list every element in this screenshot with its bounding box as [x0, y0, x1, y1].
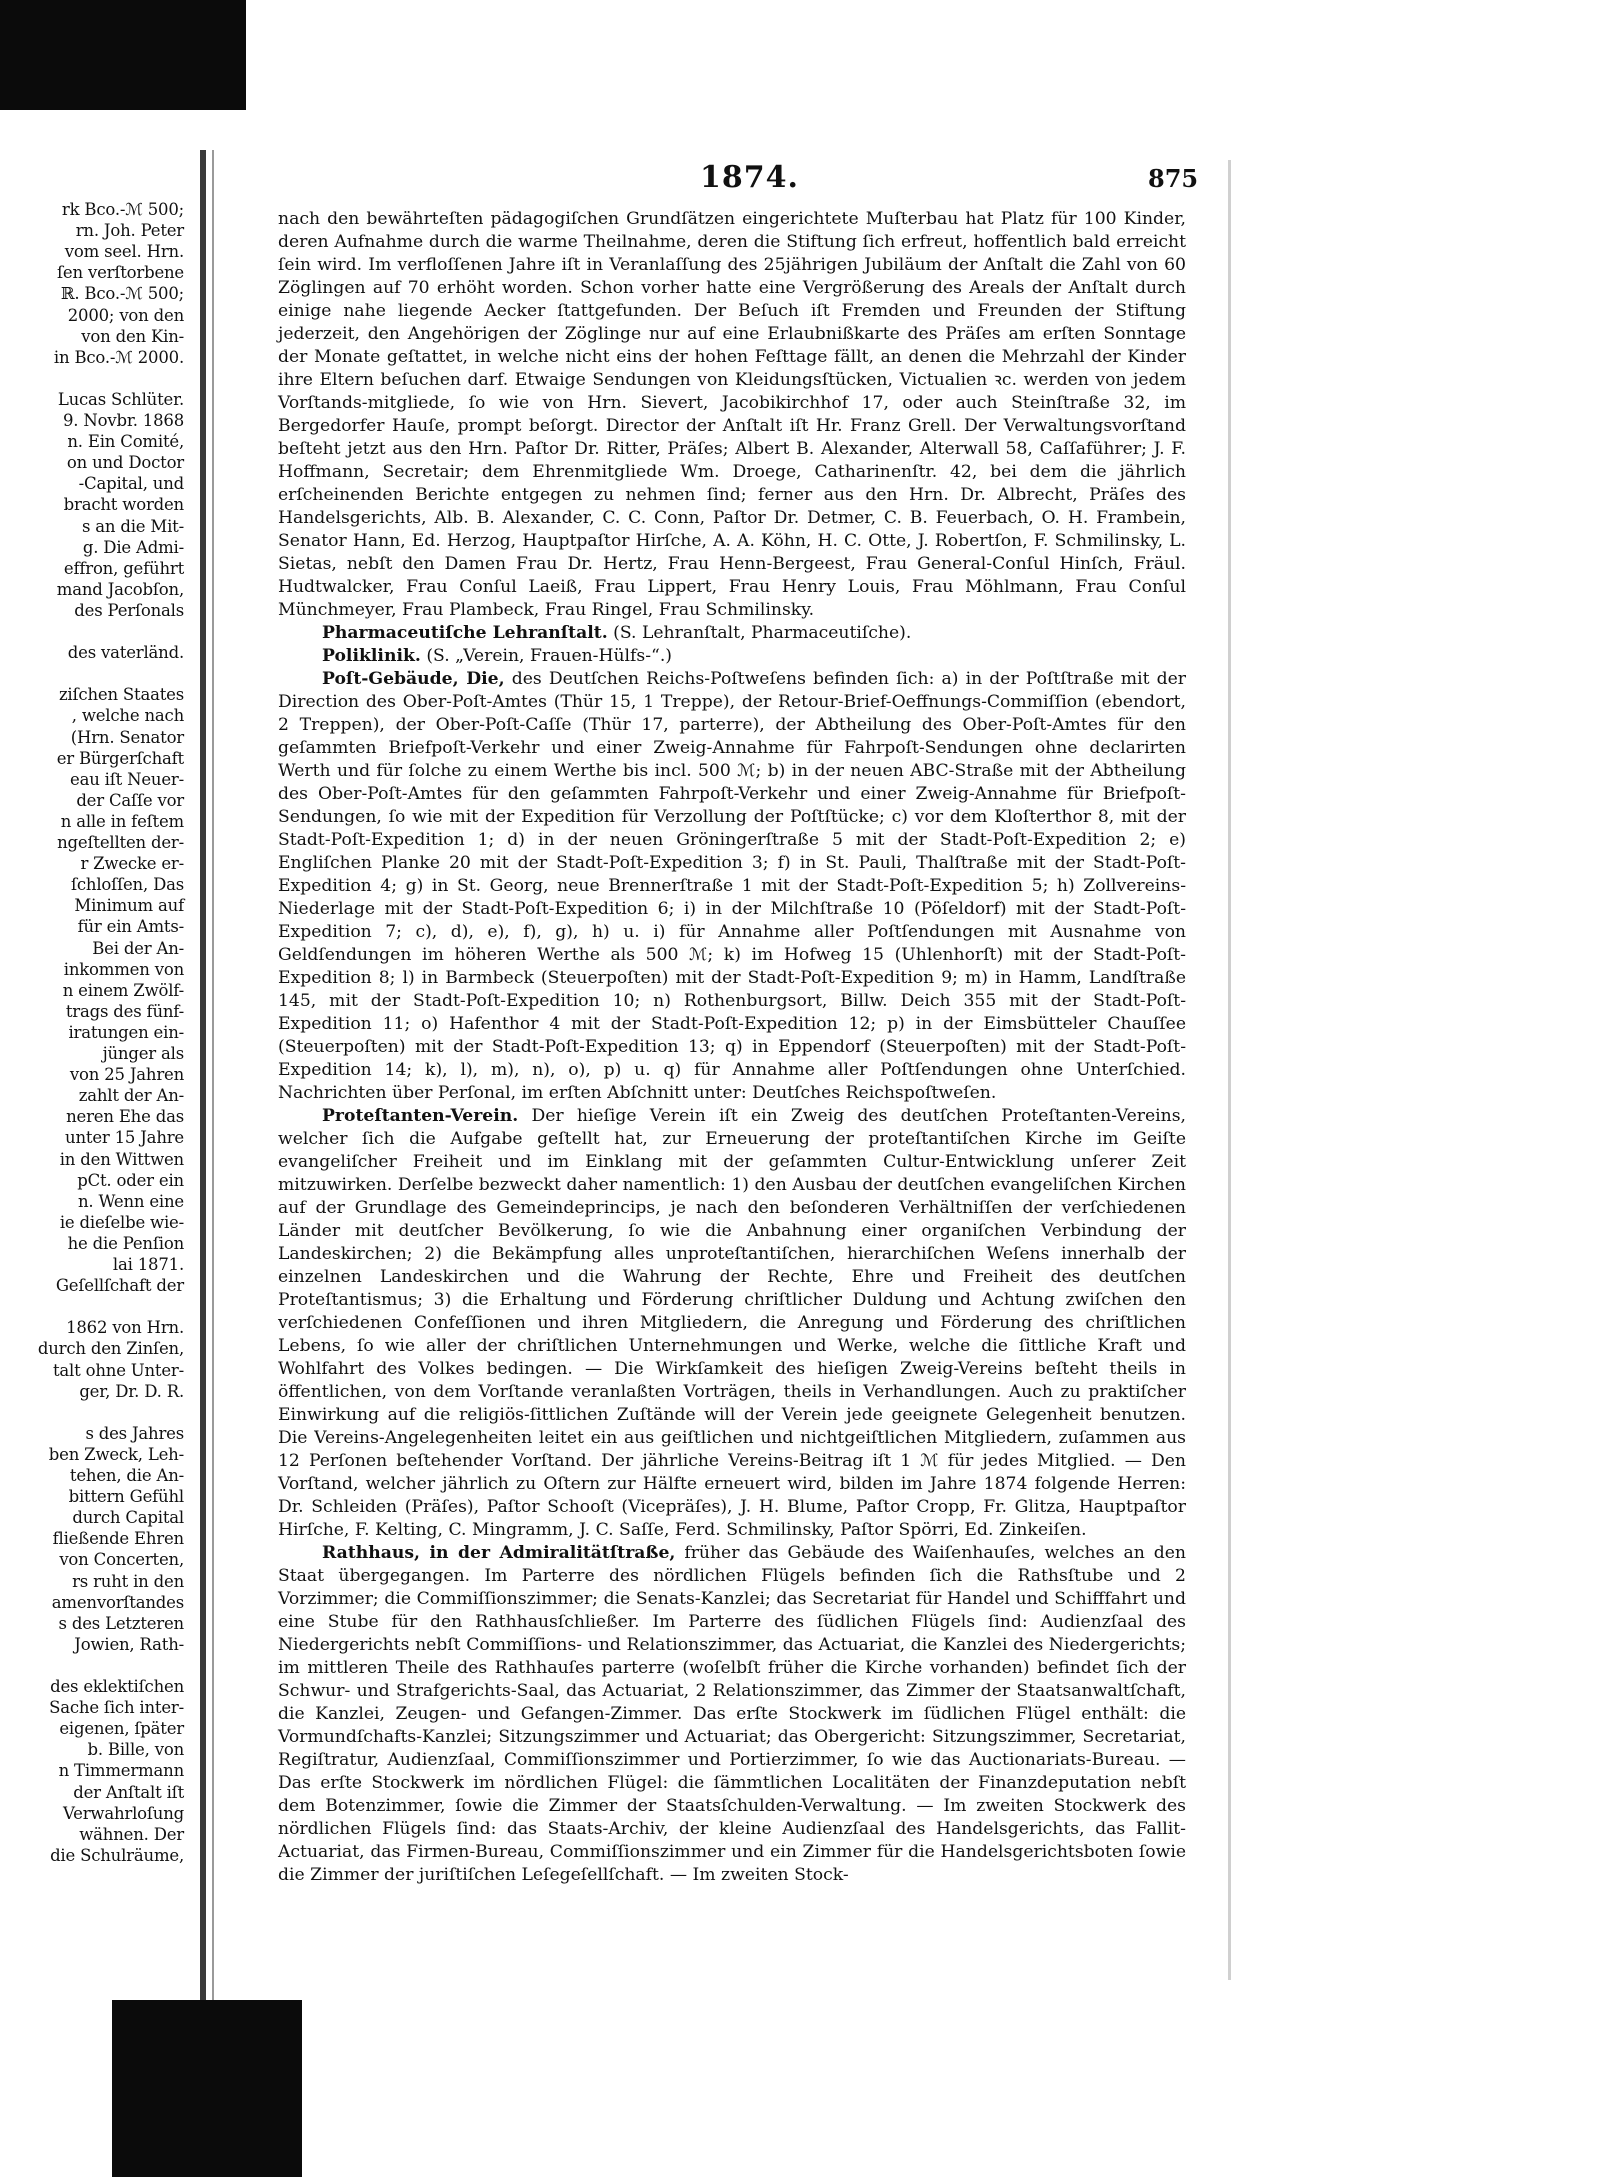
left-column-line: eau iſt Neuer- [70, 769, 184, 789]
left-column-line: s des Letzteren [58, 1613, 184, 1633]
entry-text: Der hieſige Verein iſt ein Zweig des deutſchen Proteſtanten-Vereins, welcher ſich die Aufgabe geſtellt hat, zur Erneuerung der proteſtantiſchen Kirche im Geiſte evangeliſcher Freiheit und im Einklang mit der geſammten Cultur-Entwicklung unſerer Zeit mitzuwirken. Derſelbe bezweckt daher namentlich: 1) den Ausbau der deutſchen evangeliſchen Kirchen auf der Grundlage des Gemeindeprincips, je nach den beſonderen Verhältniſſen der verſchiedenen Länder mit deutſcher Bevölkerung, ſo wie die Anbahnung einer organiſchen Verbindung der Landeskirchen; 2) die Bekämpfung alles unproteſtantiſchen, hierarchiſchen Weſens innerhalb der einzelnen Landeskirchen und die Wahrung der Rechte, Ehre und Freiheit des deutſchen Proteſtantismus; 3) die Erhaltung und Förderung chriſtlicher Duldung und Achtung zwiſchen den verſchiedenen Confeſſionen und ihren Mitgliedern, die Anregung und Förderung des chriſtlichen Lebens, ſo wie aller der chriſtlichen Unternehmungen und Werke, welche die ſittliche Kraft und Wohlfahrt des Volkes bedingen. — Die Wirkſamkeit des hieſigen Zweig-Vereins beſteht theils in öffentlichen, von dem Vorſtande veranlaßten Vorträgen, theils in Verhandlungen. Auch zu praktiſcher Einwirkung auf die religiös-ſittlichen Zuſtände will der Verein jede geeignete Gelegenheit benutzen. Die Vereins-Angelegenheiten leitet ein aus geiſtlichen und nichtgeiſtlichen Mitgliedern, zuſammen aus 12 Perſonen beſtehender Vorſtand. Der jährliche Vereins-Beitrag iſt 1 ℳ für jedes Mitglied. — Den Vorſtand, welcher jährlich zu Oſtern zur Hälfte erneuert wird, bilden im Jahre 1874 folgende Herren: Dr. Schleiden (Präſes), Paſtor Schooſt (Vicepräſes), J. H. Blume, Paſtor Cropp, Fr. Glitza, Hauptpaſtor Hirſche, F. Kelting, C. Mingramm, J. C. Saſſe, Ferd. Schmilinsky, Paſtor Spörri, Ed. Zinkeiſen. [278, 1106, 1186, 1540]
left-column-line: ℝ. Bco.-ℳ 500; [60, 284, 184, 304]
left-column-line: 1862 von Hrn. [66, 1318, 184, 1338]
left-column-line: rk Bco.-ℳ 500; [61, 200, 184, 219]
left-column-line: von 25 Jahren [69, 1065, 184, 1085]
left-column-line: ger, Dr. D. R. [79, 1381, 184, 1401]
left-column-line: für ein Amts- [77, 917, 184, 937]
left-column-line: Verwahrloſung [62, 1803, 184, 1823]
left-column-line: durch Capital [72, 1508, 184, 1528]
left-column-line: vom seel. Hrn. [64, 242, 184, 262]
left-column-line: ben Zweck, Leh- [48, 1444, 184, 1464]
left-column-line: Minimum auf [74, 896, 184, 916]
left-column-line: n. Wenn eine [77, 1191, 184, 1211]
text-paragraph [278, 1542, 1186, 1887]
text-paragraph [278, 208, 1186, 622]
left-column-line: he die Penſion [67, 1233, 184, 1253]
left-column-line: er Bürgerſchaft [56, 748, 184, 768]
left-column-line: b. Bille, von [87, 1740, 184, 1760]
left-column-line: Lucas Schlüter. [57, 389, 184, 409]
left-column-line: des Perſonals [74, 600, 184, 620]
left-column-line: trags des fünf- [65, 1001, 184, 1021]
text-paragraph [278, 668, 1186, 1105]
entry-text: früher das Gebäude des Waiſenhauſes, welches an den Staat übergegangen. Im Parterre des nördlichen Flügels befinden ſich die Rathsſtube und 2 Vorzimmer; die Commiſſionszimmer; die Senats-Kanzlei; das Secretariat für Handel und Schifffahrt und eine Stube für den Rathhausſchließer. Im Parterre des ſüdlichen Flügels ſind: Audienzſaal des Niedergerichts nebſt Commiſſions- und Relationszimmer, das Actuariat, die Kanzlei des Niedergerichts; im mittleren Theile des Rathhauſes parterre (woſelbſt früher die Kirche vorhanden) befindet ſich der Schwur- und Strafgerichts-Saal, das Actuariat, 2 Relationszimmer, das Zimmer der Staatsanwaltſchaft, die Kanzlei, Zeugen- und Gefangen-Zimmer. Das erſte Stockwerk im ſüdlichen Flügel enthält: die Vormundſchafts-Kanzlei; Sitzungszimmer und Actuariat; das Obergericht: Sitzungszimmer, Secretariat, Regiſtratur, Audienzſaal, Commiſſionszimmer und Portierzimmer, ſo wie das Auctionariats-Bureau. — Das erſte Stockwerk im nördlichen Flügel: die ſämmtlichen Localitäten der Finanzdeputation nebſt dem Botenzimmer, ſowie die Zimmer der Staatsſchulden-Verwaltung. — Im zweiten Stockwerk des nördlichen Flügels ſind: das Staats-Archiv, der kleine Audienzſaal des Handelsgerichts, das Fallit-Actuariat, das Firmen-Bureau, Commiſſionszimmer und ein Zimmer für die Handelsgerichtsboten ſowie die Zimmer der juriſtiſchen Leſegeſellſchaft. — Im zweiten Stock- [278, 1543, 1186, 1885]
left-column-line: mand Jacobſon, [56, 579, 184, 599]
entry-text: des Deutſchen Reichs-Poſtweſens befinden ſich: a) in der Poſtſtraße mit der Direction des Ober-Poſt-Amtes (Thür 15, 1 Treppe), der Retour-Brief-Oeffnungs-Commiſſion (ebendort, 2 Treppen), der Ober-Poſt-Caſſe (Thür 17, parterre), der Abtheilung des Ober-Poſt-Amtes für den geſammten Briefpoſt-Verkehr und einer Zweig-Annahme für Fahrpoſt-Sendungen ohne declarirten Werth und für ſolche zu einem Werthe bis incl. 500 ℳ; b) in der neuen ABC-Straße mit der Abtheilung des Ober-Poſt-Amtes für den geſammten Fahrpoſt-Verkehr und einer Zweig-Annahme für Briefpoſt-Sendungen, ſo wie mit der Expedition für Verzollung der Poſtſtücke; c) vor dem Kloſterthor 8, mit der Stadt-Poſt-Expedition 1; d) in der neuen Gröningerſtraße 5 mit der Stadt-Poſt-Expedition 2; e) Engliſchen Planke 20 mit der Stadt-Poſt-Expedition 3; f) in St. Pauli, Thalſtraße mit der Stadt-Poſt-Expedition 4; g) in St. Georg, neue Brennerſtraße 1 mit der Stadt-Poſt-Expedition 5; h) Zollvereins-Niederlage mit der Stadt-Poſt-Expedition 6; i) in der Milchſtraße 10 (Pöſeldorf) mit der Stadt-Poſt-Expedition 7; c), d), e), f), g), h) u. i) für Annahme aller Poſtſendungen mit Ausnahme von Geldſendungen im höheren Werthe als 500 ℳ; k) im Hofweg 15 (Uhlenhorſt) mit der Stadt-Poſt-Expedition 8; l) in Barmbeck (Steuerpoſten) mit der Stadt-Poſt-Expedition 9; m) in Hamm, Landſtraße 145, mit der Stadt-Poſt-Expedition 10; n) Rothenburgsort, Billw. Deich 355 mit der Stadt-Poſt-Expedition 11; o) Hafenthor 4 mit der Stadt-Poſt-Expedition 12; p) in der Eimsbütteler Chauſſee (Steuerpoſten) mit der Stadt-Poſt-Expedition 13; q) in Eppendorf (Steuerpoſten) mit der Stadt-Poſt-Expedition 14; k), l), m), n), o), p) u. q) für Annahme aller Poſtſendungen ohne Unterſchied. Nachrichten über Perſonal, im erſten Abſchnitt unter: Deutſches Reichspoſtweſen. [278, 669, 1186, 1103]
left-column-line: effron, geführt [63, 558, 184, 578]
left-column-line: s des Jahres [85, 1423, 184, 1443]
left-column-line: iratungen ein- [68, 1022, 184, 1042]
left-column-line: unter 15 Jahre [65, 1128, 184, 1148]
left-column-line: n. Ein Comité, [67, 432, 184, 452]
left-column-line: (Hrn. Senator [70, 727, 184, 747]
left-column-line: Jowien, Rath- [74, 1634, 184, 1654]
text-paragraph [278, 645, 1186, 668]
page-number: 875 [1148, 164, 1199, 193]
left-column-line: jünger als [102, 1044, 184, 1063]
left-page-column [0, 200, 196, 1960]
left-column-line: on und Doctor [66, 453, 184, 473]
left-column-line: pCt. oder ein [77, 1170, 184, 1190]
entry-text: (S. „Verein, Frauen-Hülfs-“.) [420, 646, 672, 666]
text-paragraph [278, 1105, 1186, 1542]
left-column-line: 2000; von den [67, 305, 184, 325]
left-column-line: ziſchen Staates [58, 685, 184, 705]
left-column-line: bittern Gefühl [68, 1487, 184, 1507]
left-column-line: ngeſtellten der- [57, 833, 184, 852]
left-column-line: , welche nach [71, 706, 184, 726]
left-column-line: neren Ehe das [66, 1107, 184, 1127]
left-column-line: Sache ſich inter- [49, 1698, 184, 1718]
left-column-line: durch den Zinſen, [37, 1339, 184, 1359]
entry-heading: Pharmaceutiſche Lehranſtalt. [322, 623, 608, 643]
entry-text: nach den bewährteſten pädagogiſchen Grundſätzen eingerichtete Muſterbau hat Platz für 100 Kinder, deren Aufnahme durch die warme Theilnahme, deren die Stiftung ſich erfreut, hoffentlich bald erreicht ſein wird. Im verfloſſenen Jahre iſt in Veranlaſſung des 25jährigen Jubiläum der Anſtalt die Zahl von 60 Zöglingen auf 70 erhöht worden. Schon vorher hatte eine Vergrößerung des Areals der Anſtalt durch einige nahe liegende Aecker ſtattgefunden. Der Beſuch iſt Fremden und Freunden der Stiftung jederzeit, den Angehörigen der Zöglinge nur auf eine Erlaubnißkarte des Präſes am erſten Sonntage der Monate geſtattet, in welche nicht eins der hohen Feſttage fällt, an denen die Mehrzahl der Kinder ihre Eltern beſuchen darf. Etwaige Sendungen von Kleidungsſtücken, Victualien ꝛc. werden von jedem Vorſtands-mitgliede, ſo wie von Hrn. Sievert, Jacobikirchhof 17, oder auch Steinſtraße 32, im Bergedorfer Hauſe, prompt beſorgt. Director der Anſtalt iſt Hr. Franz Grell. Der Verwaltungsvorſtand beſteht jetzt aus den Hrn. Paſtor Dr. Ritter, Präſes; Albert B. Alexander, Alterwall 58, Caſſaführer; J. F. Hoffmann, Secretair; dem Ehrenmitgliede Wm. Droege, Catharinenſtr. 42, bei dem die jährlich erſcheinenden Berichte entgegen zu nehmen ſind; ferner aus den Hrn. Dr. Albrecht, Präſes des Handelsgerichts, Alb. B. Alexander, C. C. Conn, Paſtor Dr. Detmer, C. B. Feuerbach, O. H. Frambein, Senator Hann, Ed. Herzog, Hauptpaſtor Hirſche, A. A. Köhn, H. C. Otte, J. Robertſon, F. Schmilinsky, L. Sietas, nebſt den Damen Frau Dr. Hertz, Frau Henn-Bergeest, Frau General-Conſul Hinſch, Fräul. Hudtwalcker, Frau Conſul Laeiß, Frau Lippert, Frau Henry Louis, Frau Möhlmann, Frau Conſul Münchmeyer, Frau Plambeck, Frau Ringel, Frau Schmilinsky. [278, 209, 1186, 620]
left-column-line: der Caſſe vor [76, 790, 184, 810]
entry-heading: Proteſtanten-Verein. [322, 1106, 519, 1126]
left-column-line: von Concerten, [59, 1550, 184, 1570]
left-column-line: die Schulräume, [50, 1845, 184, 1865]
entry-heading: Poliklinik. [322, 646, 421, 666]
left-column-line: Bei der An- [92, 938, 184, 958]
left-column-line: eigenen, ſpäter [59, 1719, 184, 1739]
left-column-line: tehen, die An- [69, 1466, 184, 1485]
left-column-line: ie dieſelbe wie- [59, 1212, 184, 1232]
left-column-line: Geſellſchaft der [55, 1276, 184, 1296]
left-column-line: von den Kin- [81, 326, 184, 346]
entry-text: (S. Lehranſtalt, Pharmaceutiſche). [607, 623, 912, 643]
text-paragraph [278, 622, 1186, 645]
left-column-line: ſen verſtorbene [57, 263, 184, 283]
left-column-line: -Capital, und [78, 474, 184, 494]
left-column-line: inkommen von [63, 959, 184, 979]
page-edge [1228, 160, 1231, 1980]
entry-heading: Rathhaus, in der Admiralitätſtraße, [322, 1543, 676, 1563]
left-column-line: in den Wittwen [59, 1149, 184, 1169]
left-column-line: amenvorſtandes [51, 1592, 184, 1612]
left-column-line: n Timmermann [58, 1761, 184, 1781]
page-tab-top [0, 0, 246, 110]
left-column-line: rn. Joh. Peter [75, 221, 184, 241]
left-column-line: ſchloſſen, Das [70, 875, 184, 895]
left-column-line: rs ruht in den [72, 1571, 184, 1591]
page-tab-bottom [112, 2000, 302, 2177]
left-column-line: der Anſtalt iſt [73, 1782, 184, 1802]
left-column-line: bracht worden [63, 495, 184, 515]
left-column-line: des vaterländ. [67, 643, 184, 663]
left-column-line: wähnen. Der [79, 1824, 184, 1844]
left-column-line: r Zwecke er- [80, 854, 184, 874]
book-spine-shadow [212, 150, 214, 2000]
entry-heading: Poſt-Gebäude, Die, [322, 669, 505, 689]
left-column-line: zahlt der An- [78, 1086, 184, 1106]
left-column-line: fließende Ehren [52, 1529, 184, 1549]
left-column-line: des eklektiſchen [50, 1677, 184, 1696]
left-column-line: s an die Mit- [81, 516, 184, 536]
left-column-line: n einem Zwölf- [62, 980, 184, 1000]
page-header-year: 1874. [700, 160, 799, 195]
left-column-line: g. Die Admi- [82, 537, 184, 557]
left-column-line: 9. Novbr. 1868 [63, 411, 184, 430]
left-column-line: in Bco.-ℳ 2000. [53, 347, 184, 367]
left-column-line: talt ohne Unter- [52, 1360, 184, 1380]
main-text-column [278, 208, 1186, 1887]
left-column-line: n alle in feſtem [60, 811, 184, 831]
book-spine [200, 150, 206, 2000]
left-column-line: lai 1871. [112, 1255, 184, 1274]
